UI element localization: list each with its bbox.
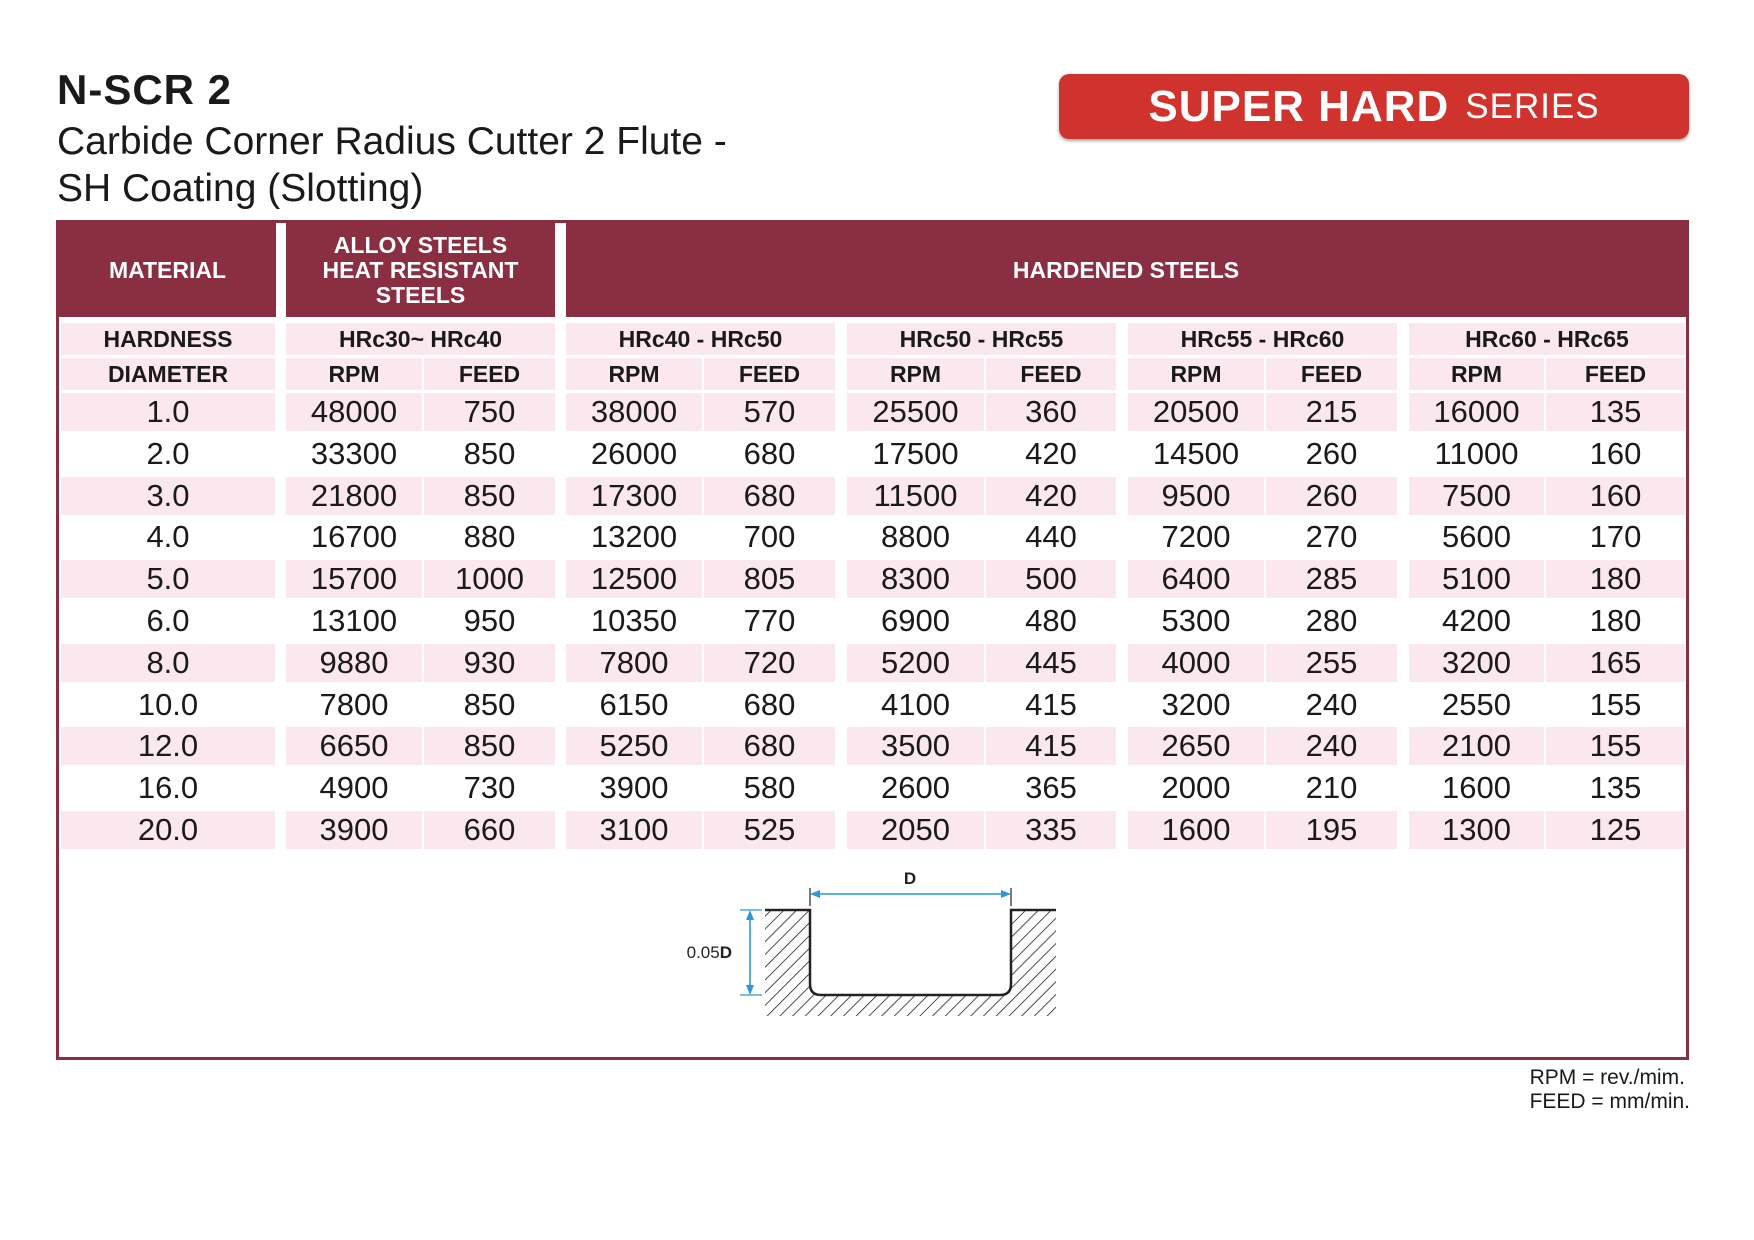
diameter-value: 6.0 <box>146 603 190 638</box>
rpm-value: 33300 <box>310 436 398 471</box>
rpm-value: 17500 <box>872 436 959 471</box>
diameter-value: 8.0 <box>61 644 275 682</box>
rpm-column-header: RPM <box>286 358 422 390</box>
rpm-value: 7800 <box>319 687 389 722</box>
feed-value: 240 <box>1266 727 1397 765</box>
diameter-value: 16.0 <box>137 770 199 805</box>
rpm-value: 4000 <box>1128 644 1264 682</box>
rpm-value: 2050 <box>847 811 984 849</box>
diameter-value: 2.0 <box>146 436 190 471</box>
rpm-value: 11000 <box>1434 436 1519 471</box>
feed-value: 480 <box>1025 603 1077 638</box>
hardness-range: HRc50 - HRc55 <box>847 323 1116 355</box>
feed-value: 850 <box>424 477 555 515</box>
feed-value: 285 <box>1266 560 1397 598</box>
feed-value: 260 <box>1266 477 1397 515</box>
rpm-value: 6900 <box>881 603 950 638</box>
rpm-column-header: RPM <box>1409 358 1544 390</box>
feed-value: 770 <box>743 603 796 638</box>
rpm-value: 3500 <box>847 727 984 765</box>
diameter-value: 1.0 <box>61 393 275 431</box>
feed-value: 500 <box>986 560 1116 598</box>
diameter-value: 4.0 <box>146 519 190 554</box>
rpm-value: 1600 <box>1442 770 1511 805</box>
feed-value: 255 <box>1266 644 1397 682</box>
feed-value: 155 <box>1589 687 1642 722</box>
rpm-value: 13100 <box>310 603 398 638</box>
rpm-value: 7800 <box>566 644 702 682</box>
feed-value: 525 <box>704 811 835 849</box>
feed-value: 950 <box>463 603 516 638</box>
feed-value: 580 <box>743 770 796 805</box>
rpm-value: 7500 <box>1409 477 1544 515</box>
slot-diagram <box>670 858 1090 1028</box>
feed-value: 880 <box>463 519 516 554</box>
feed-column-header: FEED <box>424 358 555 390</box>
rpm-value: 9500 <box>1128 477 1264 515</box>
feed-value: 360 <box>986 393 1116 431</box>
feed-value: 1000 <box>424 560 555 598</box>
hardness-label: HARDNESS <box>61 323 275 355</box>
hardened-steels-header: HARDENED STEELS <box>566 223 1686 317</box>
material-header: MATERIAL <box>59 223 276 317</box>
rpm-value: 6400 <box>1128 560 1264 598</box>
rpm-value: 1600 <box>1128 811 1264 849</box>
feed-value: 750 <box>424 393 555 431</box>
feed-value: 680 <box>704 477 835 515</box>
rpm-value: 3900 <box>286 811 422 849</box>
feed-value: 280 <box>1305 603 1358 638</box>
rpm-value: 4900 <box>319 770 389 805</box>
rpm-column-header: RPM <box>566 358 702 390</box>
rpm-value: 4100 <box>881 687 950 722</box>
feed-value: 850 <box>463 436 516 471</box>
rpm-value: 5250 <box>566 727 702 765</box>
series-badge-bold: SUPER HARD <box>1148 81 1450 131</box>
rpm-value: 2100 <box>1409 727 1544 765</box>
hardness-range: HRc30~ HRc40 <box>286 323 555 355</box>
feed-column-header: FEED <box>1546 358 1685 390</box>
rpm-value: 15700 <box>286 560 422 598</box>
rpm-value: 11500 <box>847 477 984 515</box>
feed-value: 420 <box>986 477 1116 515</box>
feed-value: 415 <box>1025 687 1077 722</box>
diameter-value: 12.0 <box>61 727 275 765</box>
feed-value: 195 <box>1266 811 1397 849</box>
feed-value: 680 <box>704 727 835 765</box>
rpm-value: 17300 <box>566 477 702 515</box>
feed-value: 135 <box>1589 770 1642 805</box>
alloy-steels-header <box>286 223 555 317</box>
rpm-value: 5100 <box>1409 560 1544 598</box>
feed-value: 365 <box>1025 770 1077 805</box>
feed-value: 160 <box>1589 436 1642 471</box>
feed-value: 135 <box>1546 393 1685 431</box>
feed-column-header: FEED <box>986 358 1116 390</box>
rpm-value: 4200 <box>1442 603 1511 638</box>
feed-value: 680 <box>743 687 796 722</box>
feed-value: 335 <box>986 811 1116 849</box>
rpm-value: 8800 <box>881 519 950 554</box>
feed-value: 210 <box>1305 770 1358 805</box>
rpm-value: 26000 <box>590 436 678 471</box>
rpm-value: 10350 <box>590 603 678 638</box>
hardness-range: HRc60 - HRc65 <box>1409 323 1685 355</box>
depth-label: 0.05D <box>686 943 732 962</box>
rpm-value: 21800 <box>286 477 422 515</box>
feed-value: 125 <box>1546 811 1685 849</box>
product-code: N-SCR 2 <box>57 66 233 113</box>
rpm-value: 2000 <box>1161 770 1231 805</box>
feed-value: 570 <box>704 393 835 431</box>
diameter-value: 5.0 <box>61 560 275 598</box>
width-label: D <box>903 869 917 888</box>
rpm-value: 3200 <box>1409 644 1544 682</box>
feed-value: 420 <box>1025 436 1077 471</box>
feed-value: 660 <box>424 811 555 849</box>
feed-value: 720 <box>704 644 835 682</box>
hardness-range: HRc40 - HRc50 <box>566 323 835 355</box>
diameter-value: 3.0 <box>61 477 275 515</box>
rpm-value: 16700 <box>310 519 398 554</box>
feed-value: 730 <box>463 770 516 805</box>
rpm-value: 5200 <box>847 644 984 682</box>
rpm-value: 9880 <box>286 644 422 682</box>
feed-value: 170 <box>1589 519 1642 554</box>
feed-value: 700 <box>743 519 796 554</box>
rpm-value: 2650 <box>1128 727 1264 765</box>
hardness-range: HRc55 - HRc60 <box>1128 323 1397 355</box>
feed-value: 260 <box>1305 436 1358 471</box>
rpm-value: 48000 <box>286 393 422 431</box>
feed-value: 850 <box>463 687 516 722</box>
feed-value: 680 <box>743 436 796 471</box>
rpm-value: 3100 <box>566 811 702 849</box>
rpm-value: 1300 <box>1409 811 1544 849</box>
feed-unit-note: FEED = mm/min. <box>1529 1090 1690 1113</box>
diameter-value: 10.0 <box>137 687 199 722</box>
rpm-value: 20500 <box>1128 393 1264 431</box>
rpm-value: 6150 <box>599 687 669 722</box>
feed-value: 165 <box>1546 644 1685 682</box>
rpm-value: 7200 <box>1161 519 1231 554</box>
feed-value: 415 <box>986 727 1116 765</box>
alloy-header-line-3: STEELS <box>375 281 466 308</box>
feed-value: 160 <box>1546 477 1685 515</box>
rpm-value: 2550 <box>1442 687 1511 722</box>
rpm-value: 3200 <box>1161 687 1231 722</box>
rpm-column-header: RPM <box>1128 358 1264 390</box>
feed-value: 180 <box>1546 560 1685 598</box>
rpm-value: 8300 <box>847 560 984 598</box>
series-badge-light: SERIES <box>1465 86 1600 126</box>
rpm-value: 14500 <box>1152 436 1240 471</box>
feed-value: 930 <box>424 644 555 682</box>
rpm-value: 3900 <box>599 770 669 805</box>
feed-value: 270 <box>1305 519 1358 554</box>
rpm-value: 13200 <box>590 519 678 554</box>
feed-value: 155 <box>1546 727 1685 765</box>
rpm-value: 38000 <box>566 393 702 431</box>
rpm-value: 12500 <box>566 560 702 598</box>
rpm-value: 5300 <box>1161 603 1231 638</box>
alloy-header-line-2: HEAT RESISTANT <box>322 256 519 283</box>
feed-column-header: FEED <box>704 358 835 390</box>
subtitle-line-1: Carbide Corner Radius Cutter 2 Flute - <box>57 120 727 163</box>
workpiece-hatching <box>765 910 1056 1016</box>
rpm-column-header: RPM <box>847 358 984 390</box>
series-badge <box>1059 74 1689 139</box>
rpm-unit-note: RPM = rev./mim. <box>1529 1066 1685 1089</box>
rpm-value: 2600 <box>881 770 950 805</box>
diameter-label: DIAMETER <box>61 358 275 390</box>
subtitle-line-2: SH Coating (Slotting) <box>57 167 424 210</box>
rpm-value: 16000 <box>1409 393 1544 431</box>
feed-value: 215 <box>1266 393 1397 431</box>
rpm-value: 6650 <box>286 727 422 765</box>
feed-value: 445 <box>986 644 1116 682</box>
diameter-value: 20.0 <box>61 811 275 849</box>
product-subtitle <box>57 118 817 212</box>
feed-column-header: FEED <box>1266 358 1397 390</box>
feed-value: 440 <box>1025 519 1077 554</box>
units-legend <box>1530 1066 1690 1114</box>
rpm-value: 5600 <box>1442 519 1511 554</box>
feed-value: 850 <box>424 727 555 765</box>
feed-value: 180 <box>1589 603 1642 638</box>
feed-value: 240 <box>1305 687 1358 722</box>
feed-value: 805 <box>704 560 835 598</box>
rpm-value: 25500 <box>847 393 984 431</box>
alloy-header-line-1: ALLOY STEELS <box>333 231 508 258</box>
